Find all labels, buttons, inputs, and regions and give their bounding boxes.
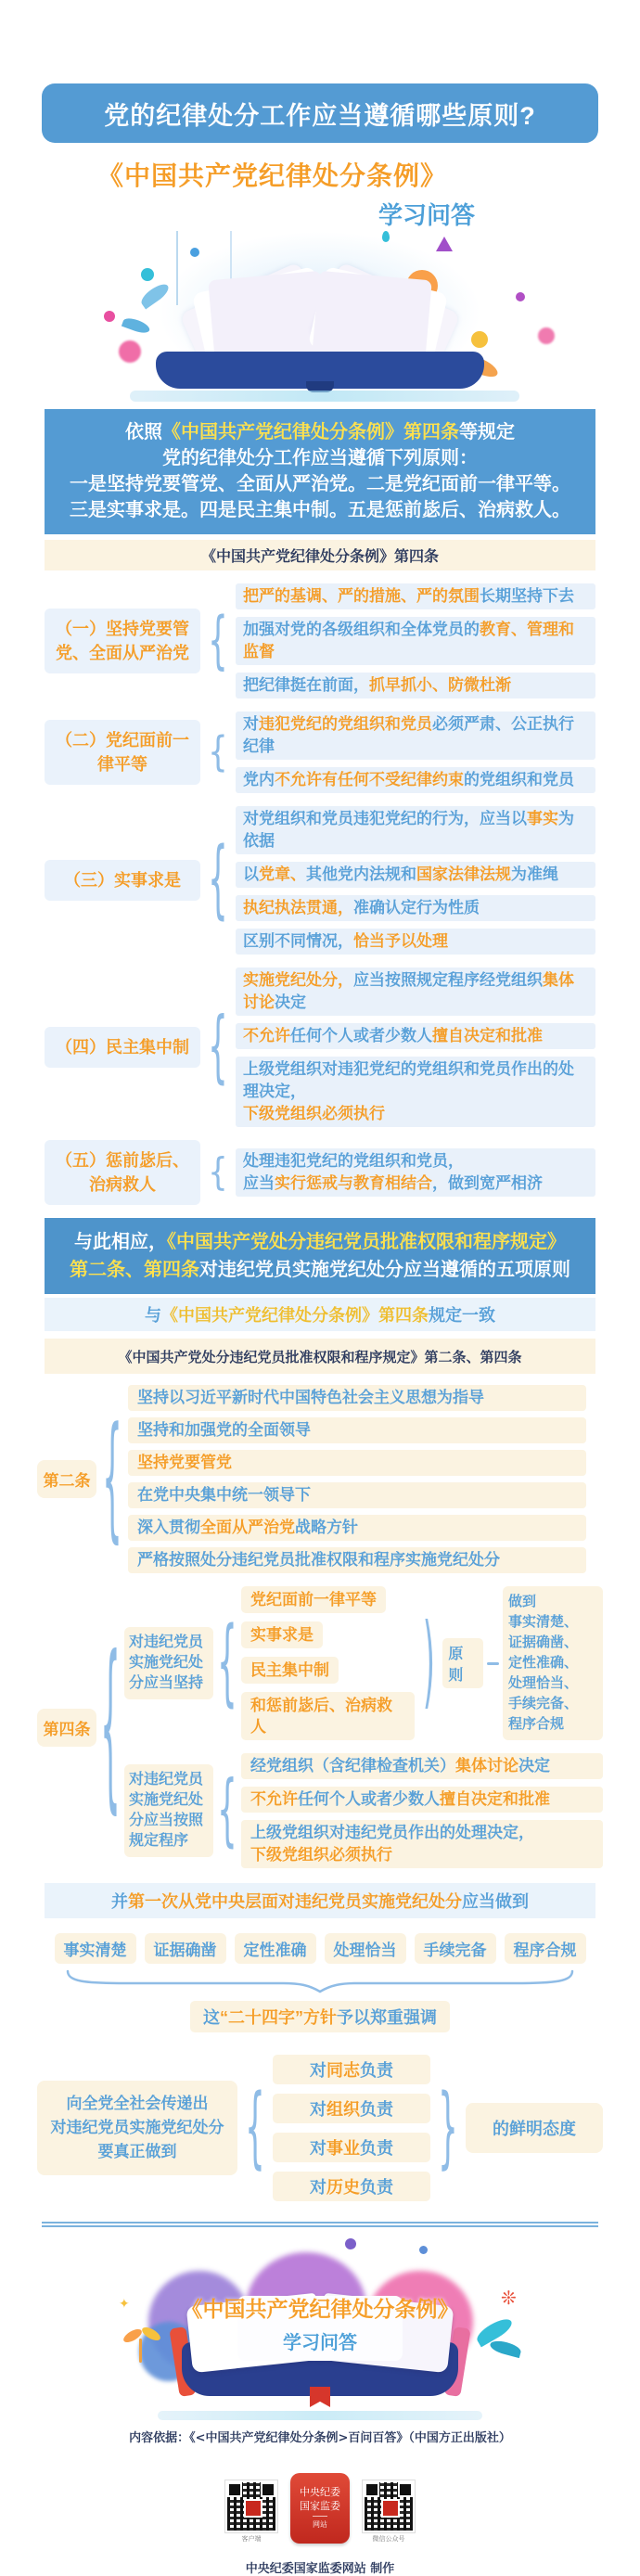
criteria-pill: 定性准确 [235,1933,316,1964]
section-divider [42,2222,598,2227]
brace-icon: { [217,1608,237,1719]
content-row: 区别不同情况，恰当予以处理 [236,929,595,955]
book-illustration-top [0,231,640,404]
principle-item: 党纪面前一律平等 [241,1586,386,1613]
qr-row [0,2473,640,2544]
book-illustration-bottom [0,2238,640,2424]
article2-row: 坚持党要管党 [128,1450,586,1476]
brace-close-icon: } [438,2076,458,2180]
principle-section-4 [0,968,640,1127]
emphasis-pill: 这“二十四字”方针予以郑重强调 [190,2001,450,2032]
central-bar: 并 第一次从党中央层面对违纪党员实施党纪处分 应当做到 [45,1883,595,1918]
hanging-line [176,231,178,305]
infographic-page [0,83,640,2576]
qr-logo [381,2499,400,2518]
principle-section-3 [0,806,640,955]
content-row: 实施党纪处分，应当按照规定程序经党组织集体讨论决定 [236,968,595,1016]
article4-label: 第四条 [37,1709,96,1747]
qr-item-wechat [363,2480,415,2544]
paint-splash [538,327,555,344]
intro-line: 三是实事求是。四是民主集中制。五是惩前毖后、治病救人。 [70,500,570,520]
brace-icon: { [102,1399,122,1559]
attitude-left-box: 向全党全社会传递出 对违纪党员实施党纪处分 要真正做到 [37,2081,237,2175]
section-label: （一）坚持党要管党、全面从严治党 [45,609,200,673]
content-basis-line: 内容依据：《<中国共产党纪律处分条例>百问百答》（中国方正出版社） [129,2431,511,2445]
principle-item: 实事求是 [241,1621,323,1648]
badge-line: 网站 [313,2516,327,2531]
brace-down-icon [0,1969,640,1993]
brace-icon: { [100,1620,121,1835]
criteria-row [0,1933,640,1964]
book-title: 《中国共产党纪律处分条例》 [97,161,448,190]
hanging-line [230,231,232,283]
attitude-diagram [0,2055,640,2201]
principle-item: 和惩前毖后、治病救人 [241,1692,415,1740]
paint-splash [141,268,154,281]
paint-splash [104,311,115,322]
content-row: 处理违犯党纪的党组织和党员， 应当实行惩戒与教育相结合，做到宽严相济 [236,1148,595,1197]
principle-section-1 [0,583,640,698]
branch1-label: 对违纪党员实施党纪处分应当坚持 [124,1627,213,1699]
sparkle-icon: ❊ [501,2288,517,2309]
site-badge [290,2473,350,2544]
article4-section [0,1586,640,1868]
paint-splash [419,2246,428,2254]
article4-row: 不允许任何个人或者少数人擅自决定和批准 [241,1787,603,1813]
article4-row: 经党组织（含纪律检查机关）集体讨论决定 [241,1753,603,1779]
principle-item: 民主集中制 [241,1657,339,1684]
qr-code-client [225,2480,277,2532]
paint-splash [345,2238,356,2249]
article2-row: 严格按照处分违纪党员批准权限和程序实施党纪处分 [128,1547,586,1573]
paint-splash [471,331,488,348]
section-label: （五）惩前毖后、治病救人 [45,1140,200,1205]
principle-section-5 [0,1140,640,1205]
brace-icon: { [208,1150,228,1195]
article2-row: 深入贯彻全面从严治党战略方针 [128,1515,586,1541]
intro-line: 一是坚持党要管党、全面从严治党。二是党纪面前一律平等。 [70,474,570,494]
bottom-book-subtitle: 学习问答 [283,2333,357,2353]
attitude-item: 对组织负责 [273,2094,430,2123]
brace-icon: { [208,728,228,776]
criteria-pill: 处理恰当 [325,1933,406,1964]
intro-box [45,409,595,534]
leaf-shape [122,315,151,336]
article2-row: 在党中央集中统一领导下 [128,1482,586,1508]
principle-pill: 原则 [442,1638,483,1688]
principle-section-2 [0,711,640,793]
bottom-book-title: 《中国共产党纪律处分条例》 [181,2297,459,2321]
article2-label: 第二条 [37,1460,96,1498]
paint-splash [382,231,390,242]
article2-section [0,1385,640,1573]
badge-line: 国家监委 [300,2499,340,2512]
paint-splash [190,248,199,257]
attitude-right-box: 的鲜明态度 [466,2103,603,2153]
content-row: 执纪执法贯通，准确认定行为性质 [236,895,595,921]
criteria-pill: 证据确凿 [145,1933,226,1964]
qr-caption: 客户端 [241,2536,262,2543]
paint-splash [436,237,453,251]
paint-splash [516,292,525,301]
banner-line: 第二条、第四条对违纪党员实施党纪处分应当遵循的五项原则 [70,1260,570,1280]
content-row: 把纪律挺在前面，抓早抓小、防微杜渐 [236,673,595,698]
source-bar: 《中国共产党纪律处分条例》第四条 [45,540,595,570]
section-label: （三）实事求是 [45,860,200,901]
brace-icon: { [217,1764,237,1857]
article4-branch-1 [124,1586,603,1740]
brace-icon: { [208,1001,228,1094]
criteria-pill: 事实清楚 [55,1933,136,1964]
brace-icon: { [245,2076,265,2180]
branch2-label: 对违纪党员实施党纪处分应当按照规定程序 [124,1764,213,1857]
credit-line: 中央纪委国家监委网站 制作 [245,2562,395,2576]
criteria-pill: 手续完备 [415,1933,496,1964]
regulation-source-bar: 《中国共产党处分违纪党员批准权限和程序规定》第二条、第四条 [45,1339,595,1374]
attitude-item: 对事业负责 [273,2133,430,2162]
sparkle-icon: ✦ [119,2296,130,2311]
criteria-pill: 程序合规 [505,1933,586,1964]
ground-streak [158,2411,482,2420]
article4-row: 上级党组织对违纪党员作出的处理决定， 下级党组织必须执行 [241,1820,603,1868]
qr-logo [244,2499,262,2518]
section-label: （二）党纪面前一律平等 [45,720,200,785]
intro-line: 党的纪律处分工作应当遵循下列原则： [162,448,478,468]
principles-list [0,583,640,1205]
paren-icon: ) [422,1604,436,1723]
attitude-item: 对同志负责 [273,2055,430,2084]
badge-line: 中央纪委 [300,2485,340,2498]
content-row: 以党章、其他党内法规和国家法律法规为准绳 [236,862,595,888]
align-bar: 与 《中国共产党纪律处分条例》第四条 规定一致 [45,1298,595,1331]
regulation-banner [45,1218,595,1294]
content-row: 加强对党的各级组织和全体党员的教育、管理和监督 [236,617,595,665]
brace-icon: { [208,830,228,930]
content-row: 对党组织和党员违犯党纪的行为，应当以事实为依据 [236,806,595,854]
content-row: 上级党组织对违犯党纪的党组织和党员作出的处理决定， 下级党组织必须执行 [236,1057,595,1127]
water-streak [130,391,519,402]
content-row: 对违犯党纪的党组织和党员必须严肃、公正执行纪律 [236,711,595,760]
content-row: 不允许任何个人或者少数人擅自决定和批准 [236,1023,595,1049]
result-box: 做到 事实清楚、 证据确凿、 定性准确、 处理恰当、 手续完备、 程序合规 [503,1586,603,1740]
content-row: 党内不允许有任何不受纪律约束的党组织和党员 [236,767,595,793]
section-label: （四）民主集中制 [45,1027,200,1068]
page-title-text: 党的纪律处分工作应当遵循哪些原则? [104,101,536,130]
book-subtitle: 学习问答 [378,201,476,229]
page-title [42,83,598,143]
attitude-item: 对历史负责 [273,2172,430,2201]
brace-icon: { [208,604,228,678]
connector-dash [487,1662,499,1665]
intro-line: 依照《中国共产党纪律处分条例》第四条等规定 [125,422,515,442]
bookmark-ribbon [310,2387,330,2407]
qr-caption: 微信公众号 [372,2536,405,2543]
banner-line: 与此相应，《中国共产党处分违纪党员批准权限和程序规定》 [74,1232,566,1252]
content-row: 把严的基调、严的措施、严的氛围长期坚持下去 [236,583,595,609]
article4-branch-2 [124,1753,603,1868]
article2-row: 坚持和加强党的全面领导 [128,1417,586,1443]
paint-splash [119,340,141,363]
qr-code-wechat [363,2480,415,2532]
article2-row: 坚持以习近平新时代中国特色社会主义思想为指导 [128,1385,586,1411]
qr-item-client [225,2480,277,2544]
